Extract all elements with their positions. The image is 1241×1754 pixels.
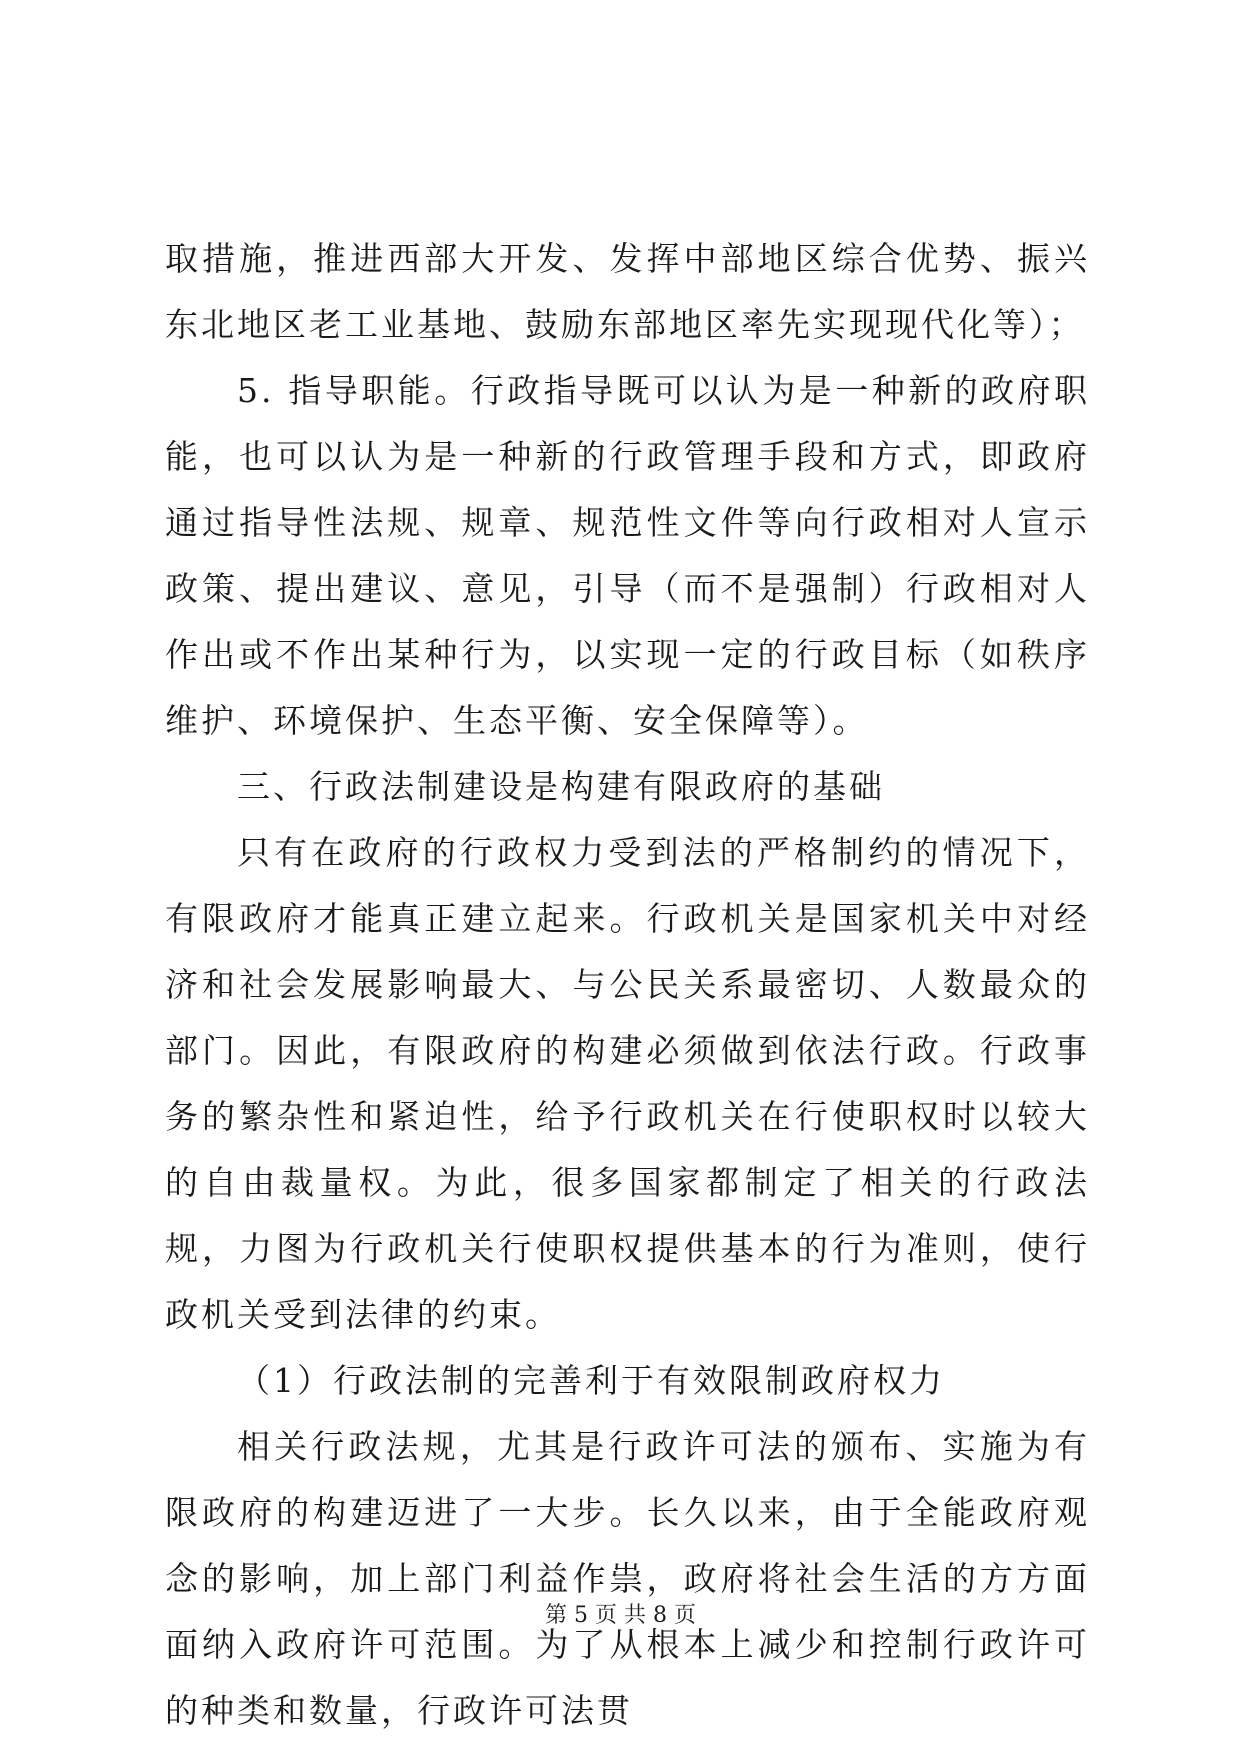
paragraph-guidance-function: 5. 指导职能。行政指导既可以认为是一种新的政府职能，也可以认为是一种新的行政管理手段和方式，即政府通过指导性法规、规章、规范性文件等向行政相对人宣示政策、提出建议、意见，引导（而不是强制）行政相对人作出或不作出某种行为，以实现一定的行政目标（如秩序维护、环境保护、生态平衡、安全保障等）。 (165, 371, 1090, 740)
section-heading-3: 三、行政法制建设是构建有限政府的基础 (237, 767, 885, 806)
paragraph-continuation: 取措施，推进西部大开发、发挥中部地区综合优势、振兴东北地区老工业基地、鼓励东部地区率先实现现代化等）； (165, 239, 1090, 344)
paragraph-licensing-law: 相关行政法规，尤其是行政许可法的颁布、实施为有限政府的构建迈进了一大步。长久以来，由于全能政府观念的影响，加上部门利益作祟，政府将社会生活的方方面面纳入政府许可范围。为了从根本上减少和控制行政许可的种类和数量，行政许可法贯 (165, 1427, 1090, 1730)
paragraph-legal-foundation: 只有在政府的行政权力受到法的严格制约的情况下，有限政府才能真正建立起来。行政机关是国家机关中对经济和社会发展影响最大、与公民关系最密切、人数最众的部门。因此，有限政府的构建必须做到依法行政。行政事务的繁杂性和紧迫性，给予行政机关在行使职权时以较大的自由裁量权。为此，很多国家都制定了相关的行政法规，力图为行政机关行使职权提供基本的行为准则，使行政机关受到法律的约束。 (165, 833, 1090, 1334)
document-body (165, 226, 1090, 1744)
subsection-heading-1: （1）行政法制的完善利于有效限制政府权力 (237, 1361, 945, 1400)
page-number-footer: 第 5 页 共 8 页 (545, 1603, 696, 1628)
